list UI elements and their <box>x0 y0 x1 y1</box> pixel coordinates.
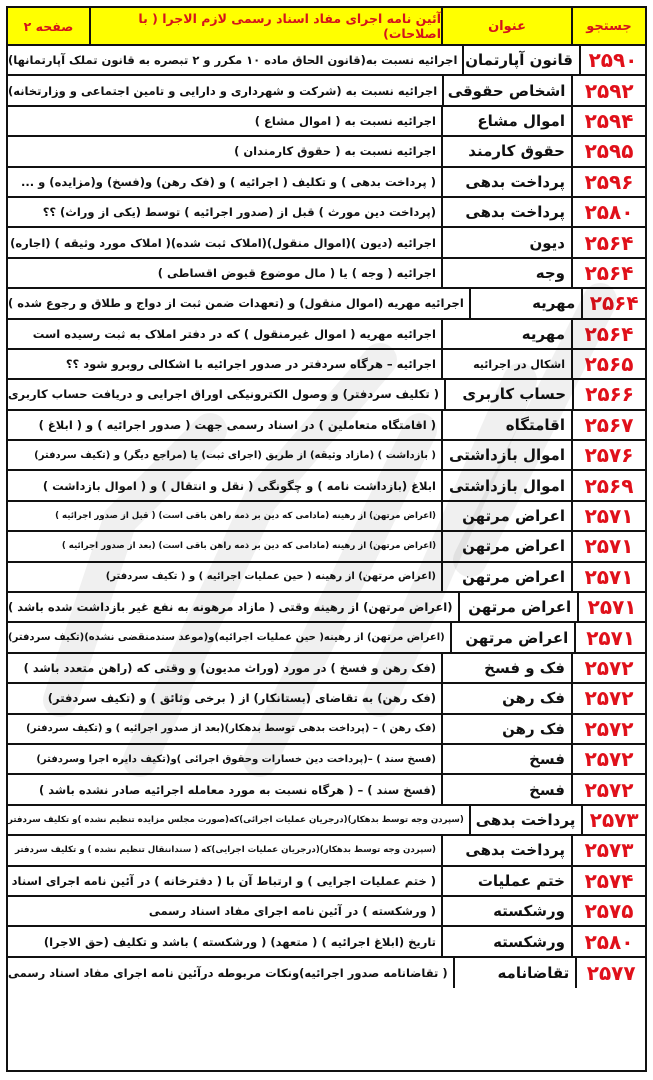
row-code[interactable]: ۲۵۷۲ <box>571 715 645 743</box>
table-row[interactable] <box>8 137 645 167</box>
row-description: اجرائیه نسبت به(قانون الحاق ماده ۱۰ مکرر و ۲ تبصره به قانون تملک آپارتمانها) <box>8 53 458 68</box>
table-row[interactable] <box>8 684 645 714</box>
row-description: (پرداخت دین مورث ) قبل از (صدور اجرائیه ) توسط (یکی از وراث) ؟؟ <box>42 205 436 220</box>
row-title: پرداخت بدهی <box>441 836 571 864</box>
row-code[interactable]: ۲۵۷۲ <box>571 745 645 773</box>
row-title: اقامتگاه <box>441 411 571 439</box>
row-code[interactable]: ۲۵۹۴ <box>571 107 645 135</box>
header-document-title: آئین نامه اجرای مفاد اسناد رسمی لازم الاجرا ( با اصلاحات) <box>89 8 441 44</box>
row-title: فک رهن <box>441 684 571 712</box>
row-title: پرداخت بدهی <box>441 198 571 226</box>
row-description: (فسخ سند ) –(پرداخت دین خسارات وحقوق اجرائی )و(تکیف دایره اجرا وسردفتر) <box>36 753 436 765</box>
row-description: ( ورشکسته ) در آئین نامه اجرای مفاد اسناد رسمی <box>148 904 436 919</box>
table-row[interactable] <box>8 745 645 775</box>
row-code[interactable]: ۲۵۶۹ <box>571 471 645 499</box>
row-code[interactable]: ۲۵۷۴ <box>571 867 645 895</box>
row-title: اعراض مرتهن <box>441 532 571 560</box>
row-description: اجرائیه نسبت به (شرکت و شهرداری و دارایی و تامین اجتماعی و وزارتخانه) <box>8 83 438 98</box>
row-code[interactable]: ۲۵۶۴ <box>571 259 645 287</box>
row-code[interactable]: ۲۵۹۲ <box>571 76 645 104</box>
table-row[interactable] <box>8 320 645 350</box>
table-row[interactable] <box>8 715 645 745</box>
row-title: حقوق کارمند <box>441 137 571 165</box>
row-title: اعراض مرتهن <box>450 623 575 651</box>
row-code[interactable]: ۲۵۶۵ <box>571 350 645 378</box>
row-code[interactable]: ۲۵۷۱ <box>571 502 645 530</box>
row-title: اعراض مرتهن <box>458 593 578 621</box>
row-code[interactable]: ۲۵۶۴ <box>581 289 645 317</box>
row-code[interactable]: ۲۵۶۴ <box>571 320 645 348</box>
table-row[interactable] <box>8 76 645 106</box>
header-search: جستجو <box>571 8 645 44</box>
row-description: (فک رهن ) – (پرداخت بدهی توسط بدهکار)(بعد از صدور اجرائیه ) و (تکیف سردفتر) <box>26 723 436 735</box>
row-title: اموال بازداشتی <box>441 471 571 499</box>
row-code[interactable]: ۲۵۹۰ <box>579 46 645 74</box>
row-code[interactable]: ۲۵۷۶ <box>571 441 645 469</box>
table-row[interactable] <box>8 471 645 501</box>
row-title: فک رهن <box>441 715 571 743</box>
table-row[interactable] <box>8 350 645 380</box>
table-header <box>6 6 647 46</box>
row-code[interactable]: ۲۵۷۱ <box>571 563 645 591</box>
row-description: (فسخ سند ) – ( هرگاه نسبت به مورد معامله اجرائیه صادر نشده باشد ) <box>39 782 436 797</box>
row-description: (سپردن وجه توسط بدهکار)(درجریان عملیات اجرایی)که ( سنداننقال تنظیم نشده ) و تکلیف سردفتر <box>15 845 436 856</box>
table-row[interactable] <box>8 411 645 441</box>
row-title: اموال مشاع <box>441 107 571 135</box>
index-table <box>6 46 647 1072</box>
row-code[interactable]: ۲۵۷۱ <box>571 532 645 560</box>
table-row[interactable] <box>8 623 645 653</box>
row-title: دیون <box>441 228 571 256</box>
row-description: (اعراض مرتهن) از رهینه (مادامی که دین بر ذمه راهن باقی است) ( قبل از صدور اجرائیه ) <box>55 511 436 522</box>
row-description: اجرائیه مهریه ( اموال غیرمنقول ) که در دفتر املاک به ثبت رسیده است <box>32 326 436 341</box>
row-code[interactable]: ۲۵۹۵ <box>571 137 645 165</box>
row-title: فسخ <box>441 745 571 773</box>
row-description: تاریخ (ابلاغ اجرائیه ) ( متعهد) ( ورشکسته ) باشد و تکلیف (حق الاجرا) <box>43 934 436 949</box>
row-code[interactable]: ۲۵۹۶ <box>571 168 645 196</box>
row-title: ورشکسته <box>441 927 571 955</box>
row-code[interactable]: ۲۵۷۲ <box>571 684 645 712</box>
row-title: پرداخت بدهی <box>441 168 571 196</box>
row-description: ( تکلیف سردفتر) و وصول الکترونیکی اوراق اجرایی و دریافت حساب کاربری <box>8 387 439 402</box>
row-description: (فک رهن) به تقاضای (بستانکار) از ( برخی وثائق ) و (تکیف سردفتر) <box>47 691 436 706</box>
table-row[interactable] <box>8 654 645 684</box>
table-row[interactable] <box>8 806 645 836</box>
table-row[interactable] <box>8 958 645 988</box>
row-description: (فک رهن و فسخ ) در مورد (وراث مدیون) و وقتی که (راهن متعدد باشد ) <box>23 661 436 675</box>
table-row[interactable] <box>8 46 645 76</box>
table-row[interactable] <box>8 867 645 897</box>
row-description: اجرائیه – هرگاه سردفتر در صدور اجرائیه با اشکالی روبرو شود ؟؟ <box>65 357 436 372</box>
table-row[interactable] <box>8 927 645 957</box>
row-description: (سپردن وجه توسط بدهکار)(درجریان عملیات اجرائی)که(صورت مجلس مزایده تنظیم نشده )و تکلیف سردفتر <box>8 814 464 825</box>
row-title: تقاضانامه <box>453 958 576 988</box>
table-row[interactable] <box>8 441 645 471</box>
row-title: ورشکسته <box>441 897 571 925</box>
row-code[interactable]: ۲۵۶۴ <box>571 228 645 256</box>
row-code[interactable]: ۲۵۷۲ <box>571 654 645 682</box>
row-code[interactable]: ۲۵۸۰ <box>571 927 645 955</box>
table-row[interactable] <box>8 107 645 137</box>
table-row[interactable] <box>8 532 645 562</box>
table-row[interactable] <box>8 168 645 198</box>
document-page <box>6 6 647 1072</box>
table-row[interactable] <box>8 775 645 805</box>
row-description: ( ختم عملیات اجرایی ) و ارتباط آن با ( دفترخانه ) در آئین نامه اجرای اسناد <box>11 873 436 888</box>
row-code[interactable]: ۲۵۸۰ <box>571 198 645 226</box>
row-code[interactable]: ۲۵۷۱ <box>577 593 645 621</box>
header-title: عنوان <box>441 8 571 44</box>
row-code[interactable]: ۲۵۷۲ <box>571 775 645 803</box>
table-row[interactable] <box>8 380 645 410</box>
row-description: (اعراض مرتهن) از رهینه( حین عملیات اجرائیه)و(موعد سندمنقضی نشده)(تکیف سردفتر) <box>8 632 445 644</box>
row-description: اجرائیه نسبت به ( اموال مشاع ) <box>254 113 436 128</box>
row-title: فک و فسخ <box>441 654 571 682</box>
table-row[interactable] <box>8 228 645 258</box>
row-description: (اعراض مرتهن) از رهینه وقتی ( مازاد مرهونه به نفع غیر بازداشت شده باشد ) <box>8 600 453 615</box>
row-description: اجرائیه ( وجه ) یا ( مال موضوع قبوض اقساطی ) <box>157 265 436 280</box>
row-title: اموال بازداشتی <box>441 441 571 469</box>
row-description: (اعراض مرتهن) از رهینه ( حین عملیات اجرائیه ) و ( تکیف سردفتر) <box>105 571 436 583</box>
row-code[interactable]: ۲۵۷۷ <box>575 958 645 988</box>
row-description: ( پرداخت بدهی ) و تکلیف ( اجرائیه ) و (فک رهن) و(فسخ) و(مزایده) و ... <box>21 174 436 189</box>
table-row[interactable] <box>8 289 645 319</box>
row-code[interactable]: ۲۵۷۳ <box>571 836 645 864</box>
header-page-number: صفحه ۲ <box>23 18 74 34</box>
row-description: ابلاغ (بازداشت نامه ) و چگونگی ( نقل و انتقال ) و ( اموال بازداشت ) <box>42 478 436 493</box>
row-title: ختم عملیات <box>441 867 571 895</box>
row-description: اجرائیه نسبت به ( حقوق کارمندان ) <box>234 144 436 159</box>
row-code[interactable]: ۲۵۶۷ <box>571 411 645 439</box>
table-row[interactable] <box>8 502 645 532</box>
row-title: اعراض مرتهن <box>441 502 571 530</box>
row-code[interactable]: ۲۵۷۵ <box>571 897 645 925</box>
row-title: مهریه <box>441 320 571 348</box>
row-code[interactable]: ۲۵۶۶ <box>572 380 645 408</box>
table-row[interactable] <box>8 836 645 866</box>
row-description: ( بازداشت ) (مازاد وثیقه) از طریق (اجرای ثبت) یا (مراجع دیگر) و (تکیف سردفتر) <box>34 449 436 461</box>
row-code[interactable]: ۲۵۷۳ <box>581 806 645 834</box>
row-description: ( تقاضانامه صدور اجرائیه)ونکات مربوطه درآئین نامه اجرای مفاد اسناد رسمی <box>8 965 448 980</box>
row-title: پرداخت بدهی <box>469 806 582 834</box>
table-row[interactable] <box>8 198 645 228</box>
row-description: ( اقامتگاه متعاملین ) در اسناد رسمی جهت ( صدور اجرائیه ) و ( ابلاغ ) <box>38 417 436 432</box>
row-description: (اعراض مرتهن) از رهینه (مادامی که دین بر ذمه راهن باقی است) (بعد از صدور اجرائیه ) <box>61 541 436 552</box>
row-title: وجه <box>441 259 571 287</box>
row-title: اعراض مرتهن <box>441 563 571 591</box>
table-row[interactable] <box>8 593 645 623</box>
row-description: اجرائیه مهریه (اموال منقول) و (تعهدات ضمن ثبت از دواج و طلاق و رجوع شده ) <box>8 296 464 311</box>
table-row[interactable] <box>8 259 645 289</box>
row-title: مهریه <box>469 289 582 317</box>
row-description: اجرائیه (دیون )(اموال منقول)(املاک ثبت شده)( املاک مورد وثیقه ) (اجاره) <box>10 235 436 250</box>
row-title: اشخاص حقوقی <box>442 76 571 104</box>
row-title: حساب کاربری <box>444 380 572 408</box>
row-code[interactable]: ۲۵۷۱ <box>574 623 645 651</box>
row-title: فسخ <box>441 775 571 803</box>
row-title: اشکال در اجرائیه <box>441 350 571 378</box>
row-title: قانون آپارتمان <box>462 46 579 74</box>
table-row[interactable] <box>8 897 645 927</box>
table-row[interactable] <box>8 563 645 593</box>
